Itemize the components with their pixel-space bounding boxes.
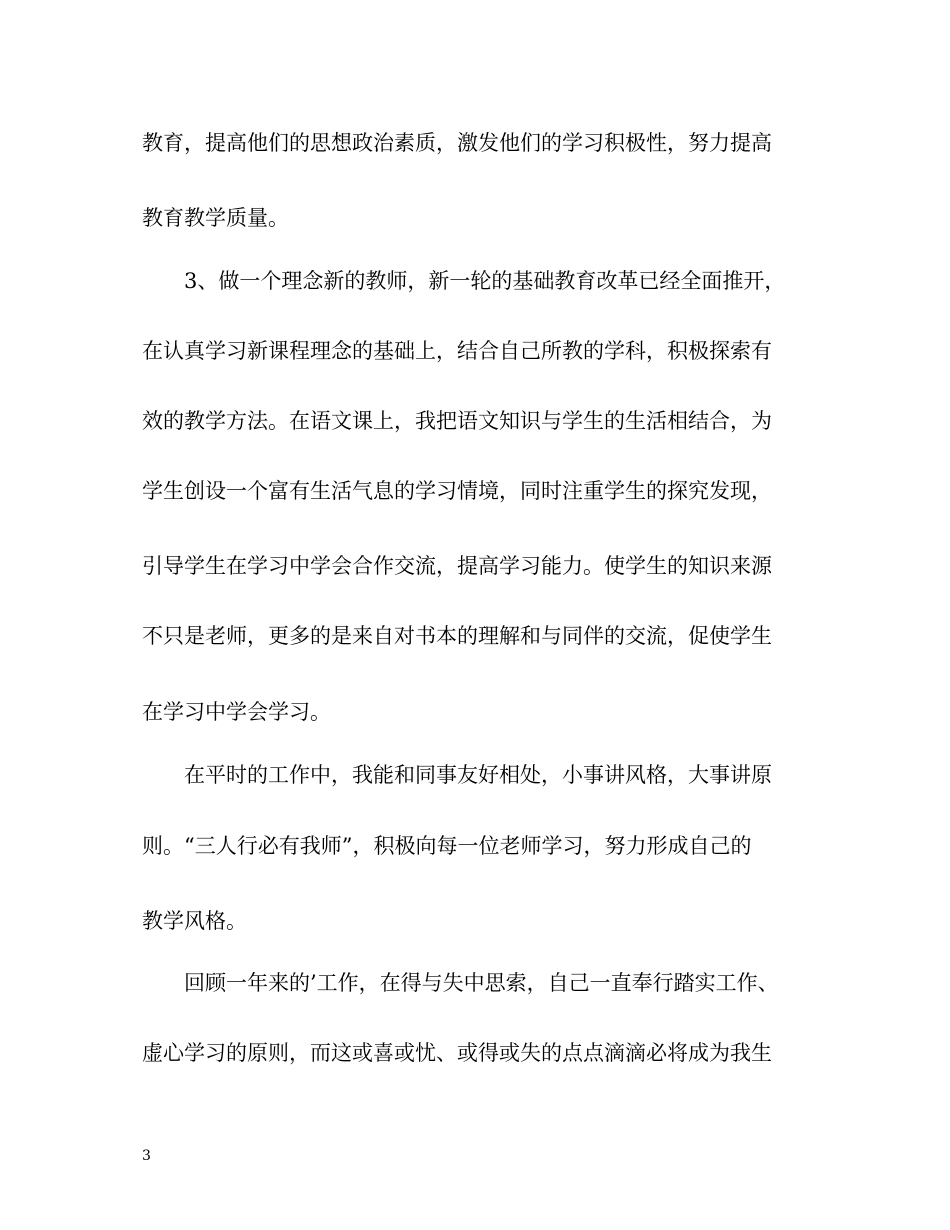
text-line: 虚心学习的原则，而这或喜或忧、或得或失的点点滴滴必将成为我生 [142,1041,772,1065]
text-line: 教育教学质量。 [142,206,289,230]
text-line: 效的教学方法。在语文课上，我把语文知识与学生的生活相结合，为 [142,409,772,433]
text-line: 不只是老师，更多的是来自对书本的理解和与同伴的交流，促使学生 [142,624,772,648]
paragraph-start-line: 回顾一年来的’工作，在得与失中思索，自己一直奉行踏实工作、 [184,971,779,995]
text-line: 则。“三人行必有我师”，积极向每一位老师学习，努力形成自己的 [142,834,752,858]
text-line: 在认真学习新课程理念的基础上，结合自己所教的学科，积极探索有 [142,339,772,363]
paragraph-start-line: 在平时的工作中，我能和同事友好相处，小事讲风格，大事讲原 [184,763,772,787]
paragraph-start-line: 3、做一个理念新的教师，新一轮的基础教育改革已经全面推开， [184,269,786,293]
text-line: 教学风格。 [142,909,247,933]
text-line: 引导学生在学习中学会合作交流，提高学习能力。使学生的知识来源 [142,554,772,578]
page-number: 3 [142,1148,151,1164]
text-line: 学生创设一个富有生活气息的学习情境，同时注重学生的探究发现， [142,479,772,503]
text-line: 在学习中学会学习。 [142,700,331,724]
text-line: 教育，提高他们的思想政治素质，激发他们的学习积极性，努力提高 [142,131,772,155]
